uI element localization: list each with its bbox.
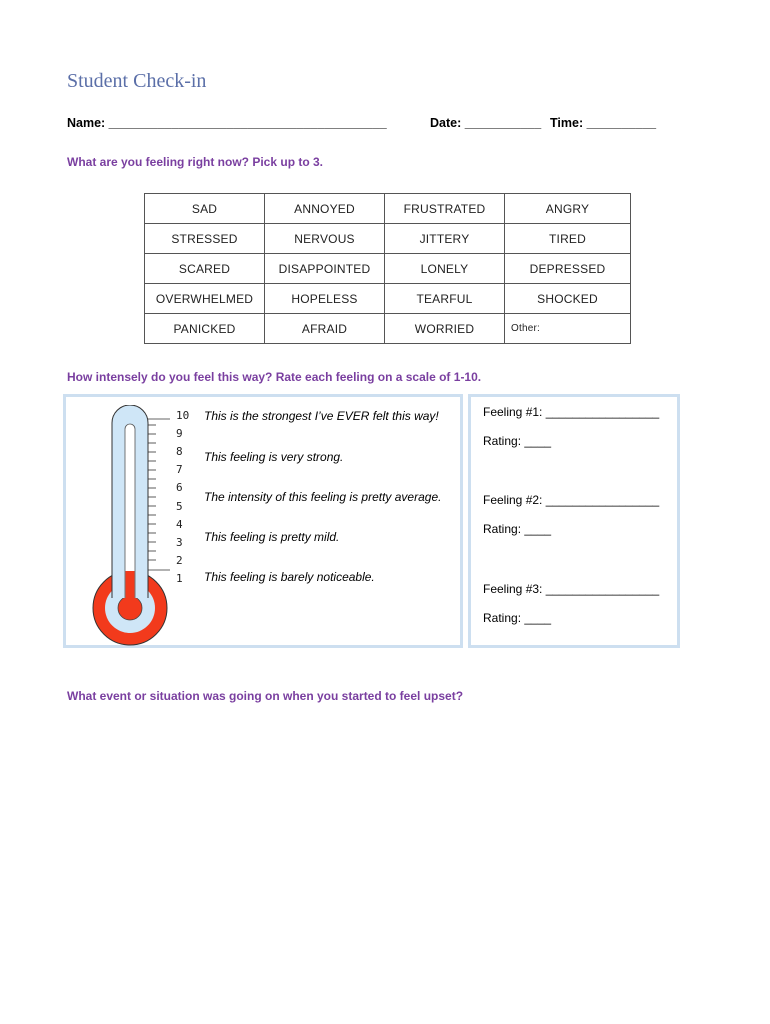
scale-number: 7 [176,463,183,477]
feeling-option[interactable]: DISAPPOINTED [265,254,385,284]
intensity-description: The intensity of this feeling is pretty average. [204,490,442,504]
time-field[interactable]: Time: __________ [550,116,657,130]
name-field[interactable]: Name: ________________________________________ [67,116,387,130]
scale-number: 9 [176,427,183,441]
feeling-option[interactable]: LONELY [385,254,505,284]
feelings-row [145,194,631,224]
feeling-option[interactable]: NERVOUS [265,224,385,254]
scale-number: 10 [176,409,190,422]
intensity-description: This feeling is barely noticeable. [204,570,375,584]
scale-number: 8 [176,445,183,459]
scale-number: 2 [176,553,183,567]
feelings-row [145,314,631,344]
rating-3-field[interactable]: Rating: ____ [483,611,552,625]
feeling-option[interactable]: SAD [145,194,265,224]
scale-number: 1 [176,571,183,585]
feeling-3-field[interactable]: Feeling #3: _________________ [483,582,660,596]
feeling-option[interactable]: PANICKED [145,314,265,344]
scale-number: 4 [176,517,183,531]
feelings-row [145,254,631,284]
rating-2-field[interactable]: Rating: ____ [483,522,552,536]
date-field[interactable]: Date: ___________ [430,116,542,130]
thermometer-panel [63,394,463,648]
thermometer-icon [90,405,200,649]
feeling-option[interactable]: HOPELESS [265,284,385,314]
feeling-option[interactable]: TIRED [505,224,631,254]
feeling-option[interactable]: WORRIED [385,314,505,344]
feeling-other-cell[interactable]: Other: [505,314,631,344]
feeling-option[interactable]: AFRAID [265,314,385,344]
feeling-option[interactable]: DEPRESSED [505,254,631,284]
question-feelings: What are you feeling right now? Pick up to 3. [67,155,324,169]
scale-number: 3 [176,535,183,549]
feeling-1-field[interactable]: Feeling #1: _________________ [483,405,660,419]
feeling-option[interactable]: TEARFUL [385,284,505,314]
feelings-row [145,224,631,254]
question-event: What event or situation was going on when you started to feel upset? [67,689,464,703]
question-intensity: How intensely do you feel this way? Rate each feeling on a scale of 1-10. [67,370,482,384]
intensity-description: This feeling is very strong. [204,450,344,464]
scale-number: 5 [176,499,183,513]
page-title: Student Check-in [67,70,207,92]
ratings-panel [468,394,680,648]
feeling-option[interactable]: JITTERY [385,224,505,254]
feeling-option[interactable]: SCARED [145,254,265,284]
feeling-option[interactable]: OVERWHELMED [145,284,265,314]
feeling-option[interactable]: ANGRY [505,194,631,224]
feeling-option[interactable]: SHOCKED [505,284,631,314]
intensity-description: This is the strongest I’ve EVER felt this way! [204,409,439,423]
feeling-2-field[interactable]: Feeling #2: _________________ [483,493,660,507]
feelings-table [144,193,631,344]
feeling-option[interactable]: ANNOYED [265,194,385,224]
scale-number: 6 [176,481,183,495]
intensity-description: This feeling is pretty mild. [204,530,340,544]
feelings-row [145,284,631,314]
feeling-option[interactable]: STRESSED [145,224,265,254]
feeling-option[interactable]: FRUSTRATED [385,194,505,224]
rating-1-field[interactable]: Rating: ____ [483,434,552,448]
